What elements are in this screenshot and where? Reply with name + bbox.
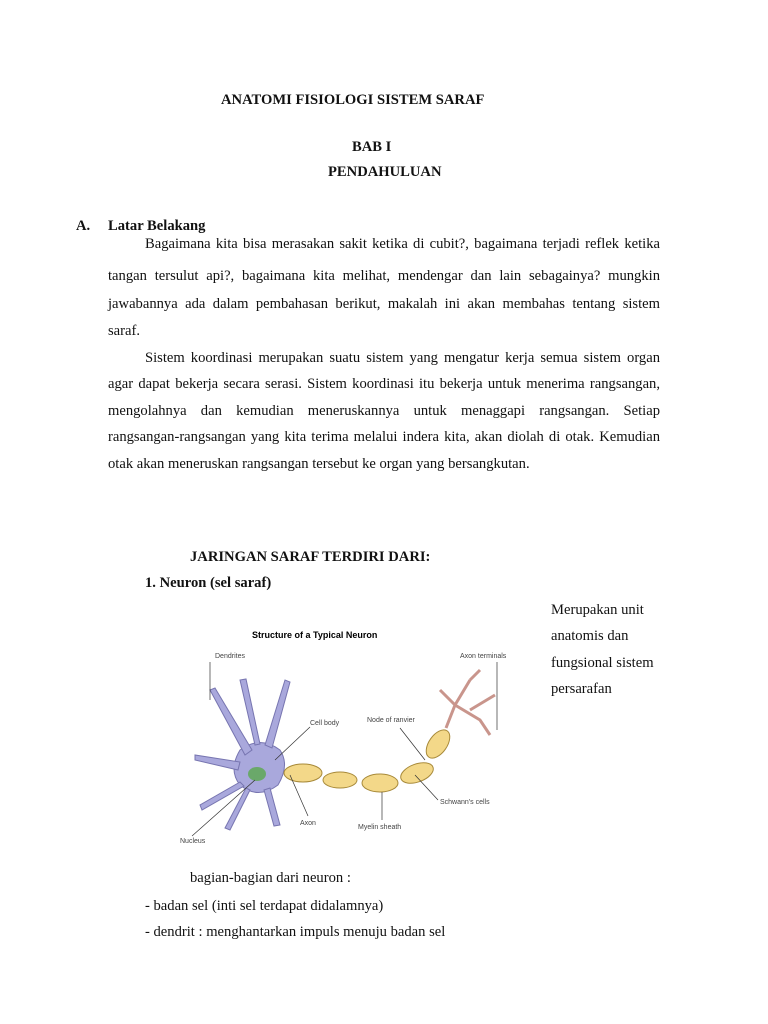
side-note-line: persarafan — [551, 681, 612, 697]
chapter-title: PENDAHULUAN — [328, 164, 442, 180]
list-item-neuron: 1. Neuron (sel saraf) — [145, 575, 272, 591]
label-cell-body: Cell body — [310, 720, 340, 727]
side-note-line: anatomis dan — [551, 628, 629, 644]
side-note-line: Merupakan unit — [551, 602, 644, 618]
label-nucleus: Nucleus — [180, 838, 206, 845]
paragraph-line: tangan tersulut api?, bagaimana kita melihat, mendengar dan lain sebagainya? mungkin — [108, 268, 660, 284]
chapter-number: BAB I — [352, 139, 392, 155]
section-number: A. — [76, 218, 91, 234]
label-axon: Axon — [300, 820, 316, 827]
nucleus-shape — [248, 767, 266, 781]
paragraph-line: agar dapat bekerja secara serasi. Sistem koordinasi itu bekerja untuk menerima rangsangan, — [108, 376, 660, 392]
parts-intro: bagian-bagian dari neuron : — [190, 870, 351, 886]
paragraph-line: saraf. — [108, 323, 141, 339]
paragraph-line: mengolahnya dan kemudian meneruskannya untuk menaggapi rangsangan. Setiap — [108, 403, 660, 419]
paragraph-line: Sistem koordinasi merupakan suatu sistem yang mengatur kerja semua sistem organ — [145, 350, 660, 366]
label-dendrites: Dendrites — [215, 653, 245, 660]
section-title: Latar Belakang — [108, 218, 206, 234]
label-axon-terminals: Axon terminals — [460, 653, 507, 660]
paragraph-line: jawabannya ada dalam pembahasan berikut, makalah ini akan membahas tentang sistem — [108, 296, 660, 312]
diagram-title: Structure of a Typical Neuron — [252, 630, 378, 640]
axon-terminals-shape — [440, 670, 495, 735]
parts-item: - dendrit : menghantarkan impuls menuju badan sel — [145, 924, 446, 940]
subheading: JARINGAN SARAF TERDIRI DARI: — [190, 549, 431, 565]
side-note-line: fungsional sistem — [551, 655, 654, 671]
neuron-cell-body — [195, 679, 290, 830]
label-node-of-ranvier: Node of ranvier — [367, 717, 415, 724]
label-myelin-sheath: Myelin sheath — [358, 824, 402, 831]
paragraph-line: Bagaimana kita bisa merasakan sakit ketika di cubit?, bagaimana terjadi reflek ketika — [145, 236, 660, 252]
myelin-sheath-segments — [284, 726, 455, 792]
label-schwann-cells: Schwann's cells — [440, 799, 490, 806]
document-title: ANATOMI FISIOLOGI SISTEM SARAF — [221, 92, 485, 108]
paragraph-line: otak akan meneruskan rangsangan tersebut ke organ yang bersangkutan. — [108, 456, 530, 472]
paragraph-line: rangsangan-rangsangan yang kita terima melalui indera kita, akan diolah di otak. Kemudian — [108, 429, 660, 445]
neuron-diagram — [170, 610, 520, 850]
parts-item: - badan sel (inti sel terdapat didalamnya) — [145, 898, 384, 914]
